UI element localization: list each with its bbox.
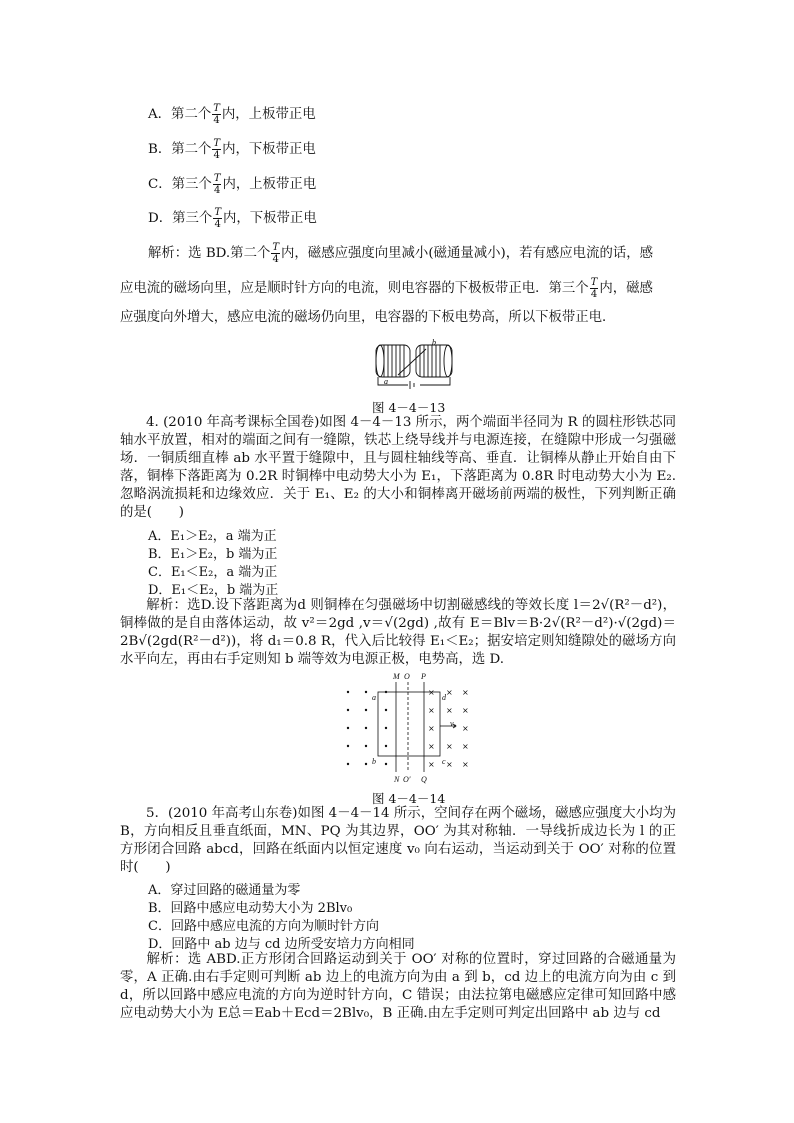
option-c: C．第三个 $\frac{T}{4}$ 内，上板带正电	[148, 173, 317, 196]
label-M: M	[393, 672, 400, 681]
q5-choice-d: D．回路中 ab 边与 cd 边所受安培力方向相同	[148, 937, 415, 952]
q3-analysis-line2: 应电流的磁场向里，应是顺时针方向的电流，则电容器的下极板带正电．第三个 $\frac{T}{4}$ 内，磁感	[120, 277, 653, 300]
svg-text:×: ×	[446, 742, 453, 751]
svg-text:×: ×	[446, 760, 453, 769]
q4-choice-d: D．E₁＜E₂，b 端为正	[148, 583, 279, 598]
option-d: D．第三个 $\frac{T}{4}$ 内，下板带正电	[148, 207, 317, 230]
svg-text:×: ×	[462, 688, 469, 697]
q4-choice-a: A．E₁＞E₂，a 端为正	[148, 529, 277, 544]
label-O-prime: O′	[403, 775, 411, 784]
svg-text:×: ×	[428, 724, 435, 733]
label-corner-d: d	[442, 693, 446, 702]
option-b: B．第二个 $\frac{T}{4}$ 内，下板带正电	[148, 138, 316, 161]
label-Q: Q	[421, 775, 427, 784]
svg-text:×: ×	[446, 706, 453, 715]
q4-analysis: 解析：选D.设下落距离为d 则铜棒在匀强磁场中切割磁感线的等效长度 l＝2√(R²－d²)，铜棒做的是自由落体运动，故 v²＝2gd ,v＝√(2gd) ,故有 E＝Blv＝B·2√(R²－d²)·√(2gd)＝2B√(2gd(R²－d²))，将 d₁＝0.8 R，代入后比较得 E₁＜E₂；据安培定则知缝隙处的磁场方向水平向左，再由右手定则知 b 端等效为电源正极，电势高，选 D.	[120, 598, 676, 667]
q4-choice-b: B．E₁＞E₂，b 端为正	[148, 547, 278, 562]
fraction: $\frac{T}{4}$	[213, 103, 220, 126]
svg-text:×: ×	[428, 760, 435, 769]
svg-text:×: ×	[462, 724, 469, 733]
label-corner-c: c	[442, 757, 446, 766]
label-b: b	[432, 338, 436, 347]
q5-choice-a: A．穿过回路的磁通量为零	[148, 883, 301, 898]
svg-text:×: ×	[462, 760, 469, 769]
figure-caption-2: 图 4－4－14	[372, 791, 446, 806]
q3-analysis-line1: 解析：选 BD.第二个 $\frac{T}{4}$ 内，磁感应强度向里减小(磁通量减小)，若有感应电流的话，感	[148, 242, 654, 265]
solenoid-figure	[368, 335, 464, 391]
q4-choice-c: C．E₁＜E₂，a 端为正	[148, 565, 278, 580]
label-corner-b: b	[372, 757, 376, 766]
svg-text:×: ×	[446, 688, 453, 697]
fraction: $\frac{T}{4}$	[213, 138, 221, 161]
svg-text:×: ×	[428, 688, 435, 697]
option-a: A．第二个 $\frac{T}{4}$ 内，上板带正电	[148, 103, 316, 126]
fraction: $\frac{T}{4}$	[213, 173, 221, 196]
q5-choice-b: B．回路中感应电动势大小为 2Blv₀	[148, 901, 353, 916]
label-a: a	[384, 377, 388, 386]
svg-text:×: ×	[428, 706, 435, 715]
fraction: $\frac{T}{4}$	[214, 207, 221, 230]
svg-text:×: ×	[462, 742, 469, 751]
q3-analysis-line3: 应强度向外增大，感应电流的磁场仍向里，电容器的下板电势高，所以下板带正电．	[120, 310, 616, 325]
label-N: N	[394, 775, 400, 784]
label-velocity: v₀	[450, 719, 457, 728]
question-4-stem: 4. (2010 年高考课标全国卷)如图 4－4－13 所示，两个端面半径同为 R 的圆柱形铁芯同轴水平放置，相对的端面之间有一缝隙，铁芯上绕导线并与电源连接，在缝隙中形成一匀强磁场．一铜质细直棒 ab 水平置于缝隙中，且与圆柱轴线等高、垂直．让铜棒从静止开始自由下落，铜棒下落距离为 0.2R 时铜棒中电动势大小为 E₁，下落距离为 0.8R 时电动势大小为 E₂.忽略涡流损耗和边缘效应．关于 E₁、E₂ 的大小和铜棒离开磁场前两端的极性，下列判断正确的是( )	[120, 415, 676, 520]
label-O: O	[404, 672, 410, 681]
label-P: P	[421, 672, 426, 681]
question-5-stem: 5．(2010 年高考山东卷)如图 4－4－14 所示，空间存在两个磁场，磁感应强度大小均为 B，方向相反且垂直纸面，MN、PQ 为其边界，OO′ 为其对称轴．一导线折成边长为 l 的正方形闭合回路 abcd，回路在纸面内以恒定速度 v₀ 向右运动，当运动到关于 OO′ 对称的位置时( )	[120, 806, 676, 875]
fraction: $\frac{T}{4}$	[590, 277, 598, 300]
fraction: $\frac{T}{4}$	[272, 242, 280, 265]
svg-text:×: ×	[428, 742, 435, 751]
label-corner-a: a	[372, 693, 376, 702]
figure-caption: 图 4－4－13	[372, 400, 446, 415]
svg-text:×: ×	[462, 706, 469, 715]
magnetic-field-figure	[338, 668, 474, 786]
q5-choice-c: C．回路中感应电流的方向为顺时针方向	[148, 919, 379, 934]
q5-analysis: 解析：选 ABD.正方形闭合回路运动到关于 OO′ 对称的位置时，穿过回路的合磁通量为零，A 正确.由右手定则可判断 ab 边上的电流方向为由 a 到 b，cd 边上的电流方向为由 c 到 d，所以回路中感应电流的方向为逆时针方向，C 错误；由法拉第电磁感应定律可知回路中感应电动势大小为 E总＝Eab＋Ecd＝2Blv₀，B 正确.由左手定则可判定出回路中 ab 边与 cd	[120, 952, 676, 1021]
